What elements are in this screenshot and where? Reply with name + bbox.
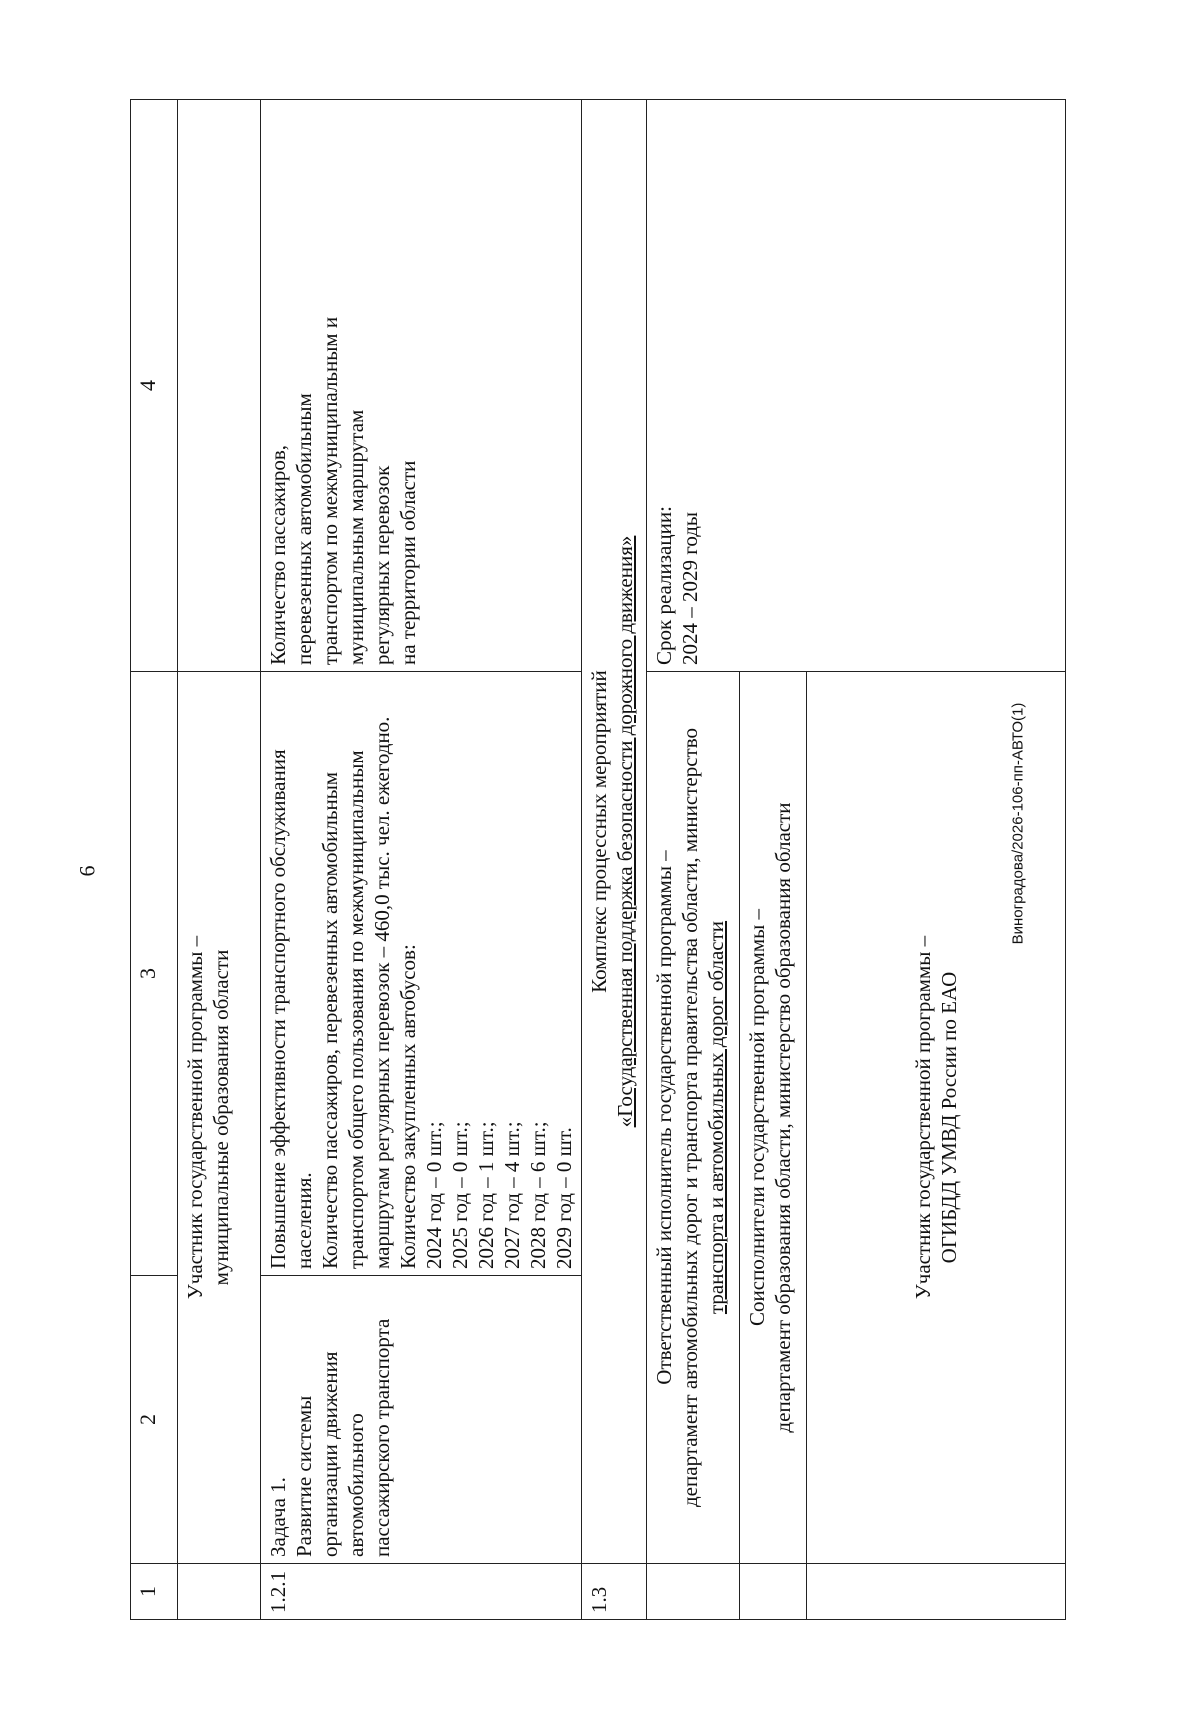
header-col-1: 1 [131,1564,178,1620]
participant-municipal-row [178,100,261,1620]
header-col-4: 4 [131,100,178,672]
participant-municipal-cell: Участник государственной программы – муниципальные образования области [178,672,261,1564]
responsible-row [647,100,740,1620]
rotated-table-container [130,100,1090,1620]
coexecutors: Соисполнители государственной программы – департамент образования области, министерство образования области [740,672,807,1564]
header-row [131,100,178,1620]
implementation-term: Срок реализации: 2024 – 2029 годы [647,100,1066,672]
expected-effects: Повышение эффективности транспортного обслуживания населения. Количество пассажиров, перевезенных автомобильным транспортом общего пользования по межмуниципальным маршрутам регулярных перевозок – 460,0 тыс. чел. ежегодно. Количество закупленных автобусов: 2024 год – 0 шт.; 2025 год – 0 шт.; 2026 год – 1 шт.; 2027 год – 4 шт.; 2028 год – 6 шт.; 2029 год – 0 шт. [261,672,582,1276]
task-row [261,100,582,1620]
task-number: 1.2.1 [261,1564,582,1620]
program-table [130,99,1066,1620]
page-number: 6 [74,865,100,877]
participant-police: Участник государственной программы – ОГИБДД УМВД России по ЕАО [807,672,1066,1564]
document-code: Виноградова/2026-106-пп-АВТО(1) [1009,702,1027,945]
indicators: Количество пассажиров, перевезенных автомобильным транспортом по межмуниципальным и муниципальным маршрутам регулярных перевозок на территории области [261,100,582,672]
complex-number: 1.3 [582,1564,647,1620]
header-col-2: 2 [131,1276,178,1564]
responsible-executor: Ответственный исполнитель государственной программы – департамент автомобильных дорог и транспорта правительства области, министерство транспорта и автомобильных дорог области [647,672,740,1564]
complex-row [582,100,647,1620]
complex-title: Комплекс процессных мероприятий «Государственная поддержка безопасности дорожного движения» [582,100,647,1564]
task-description: Задача 1. Развитие системы организации движения автомобильного пассажирского транспорта [261,1276,582,1564]
header-col-3: 3 [131,672,178,1276]
